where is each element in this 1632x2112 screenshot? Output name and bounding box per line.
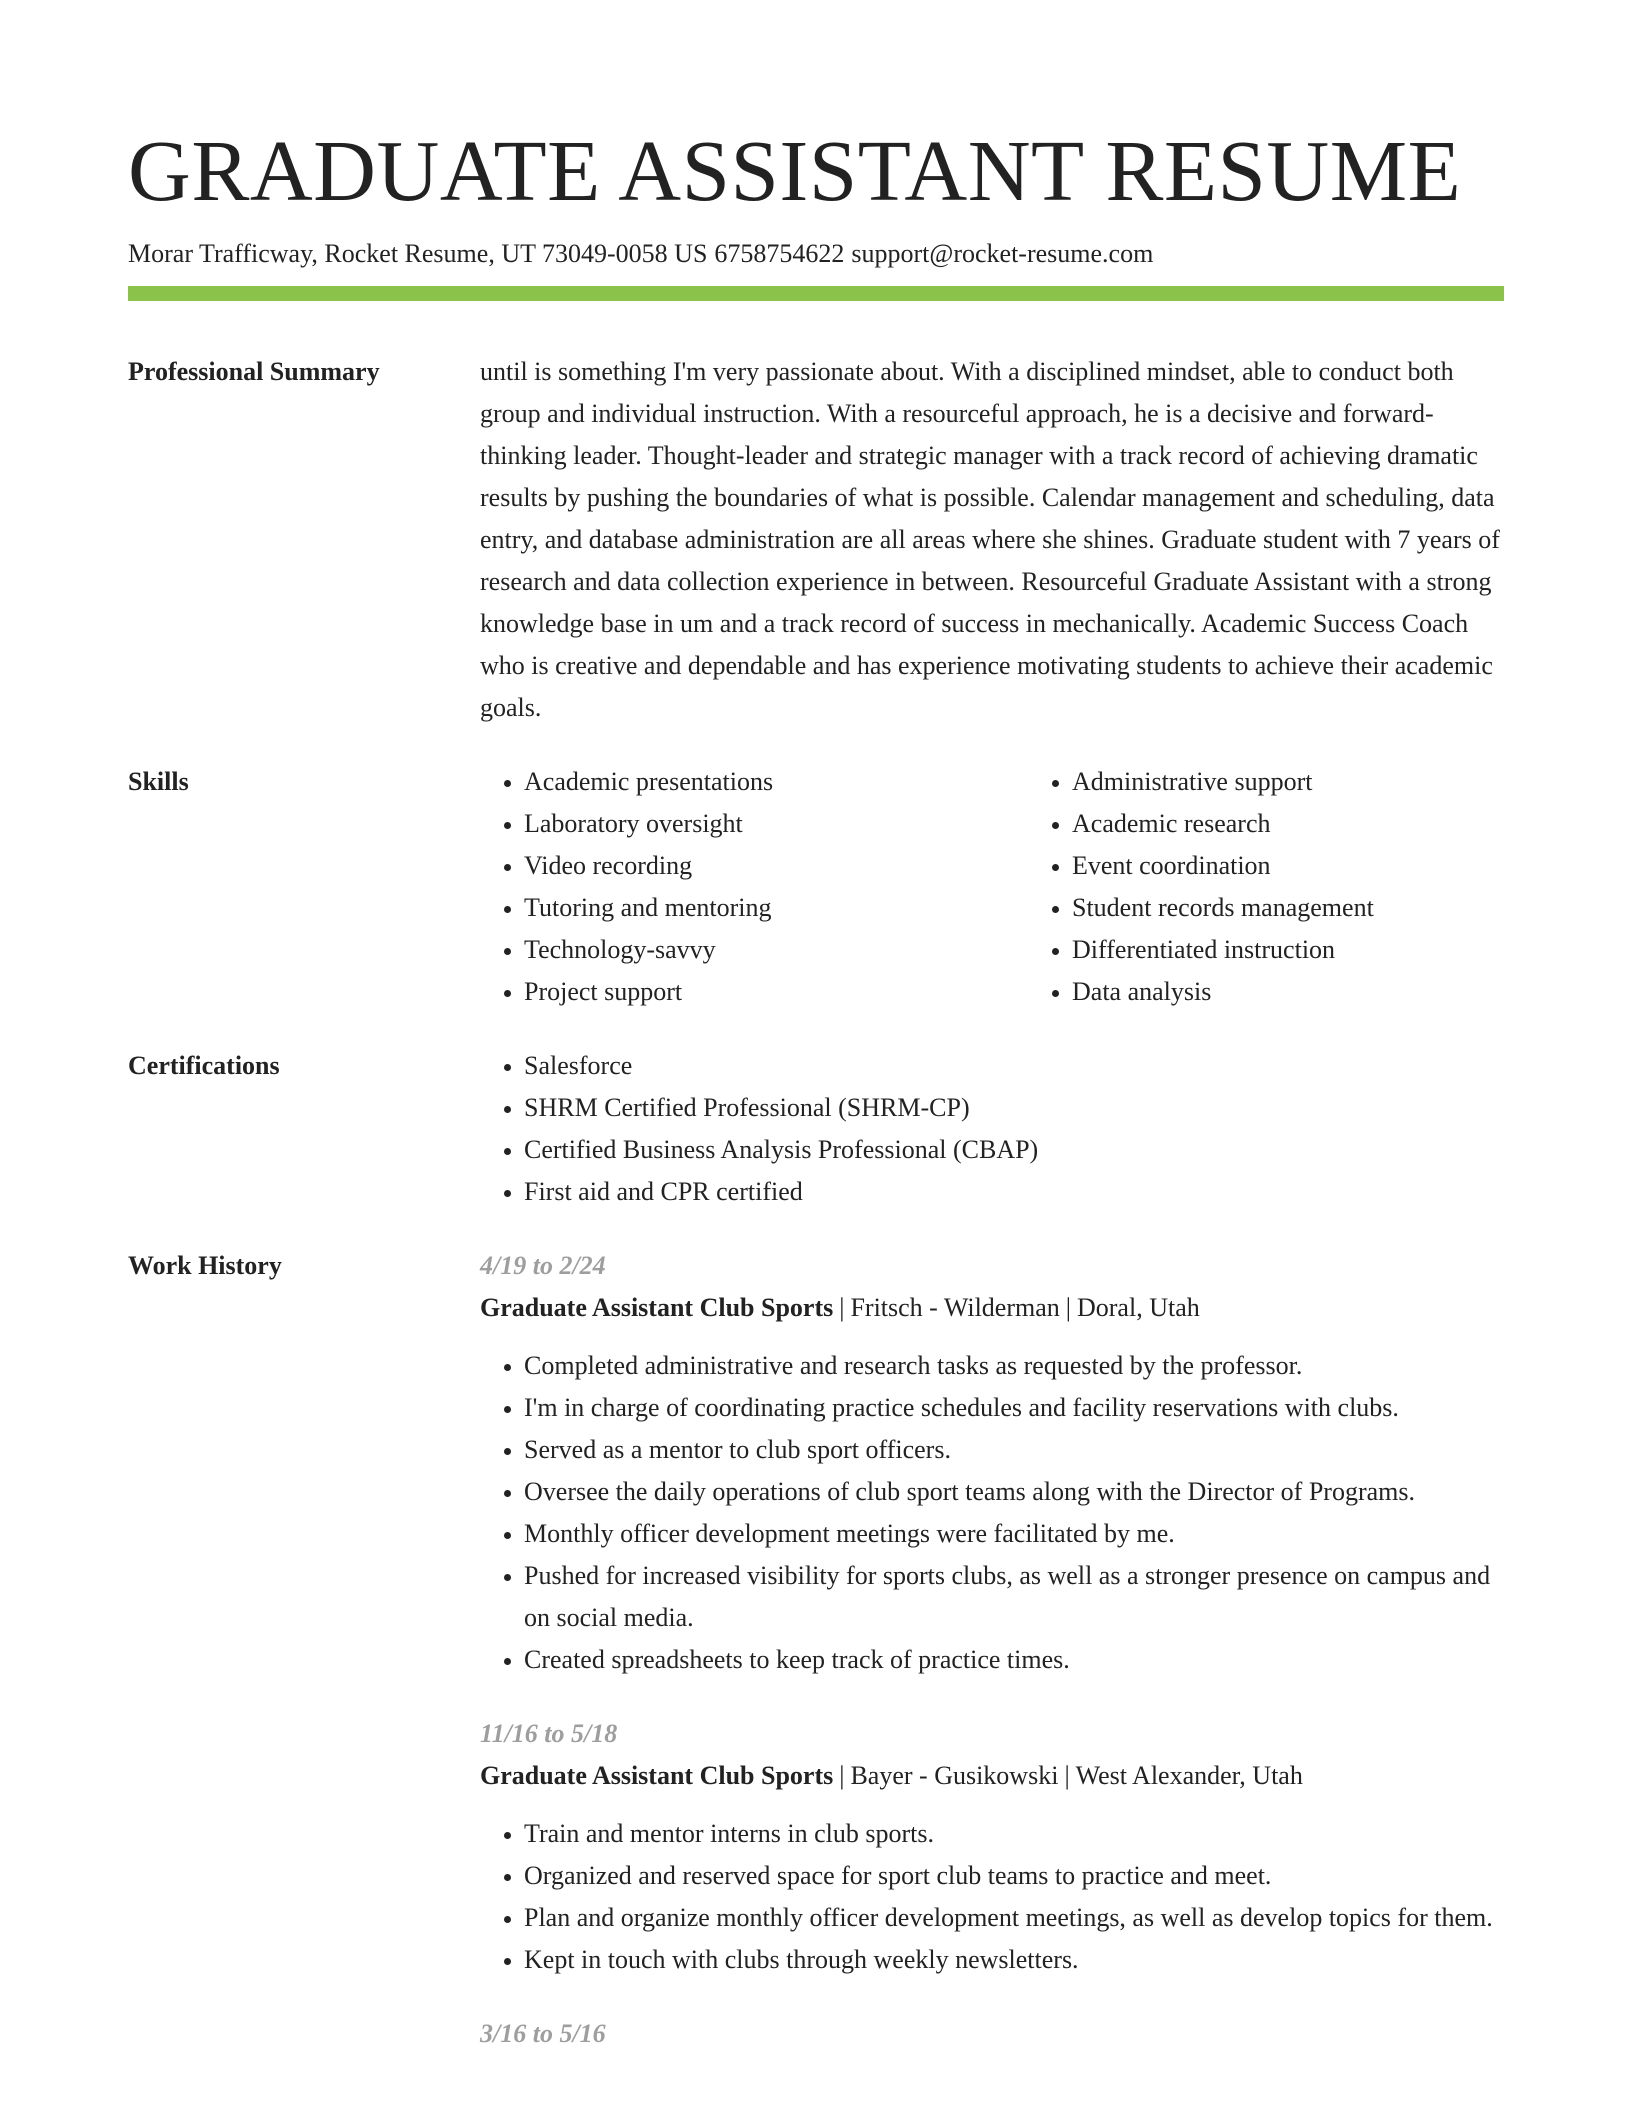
accent-divider — [128, 286, 1504, 301]
job-bullet: • Kept in touch with clubs through weekly newsletters. — [524, 1939, 1504, 1981]
summary-text: until is something I'm very passionate about. With a disciplined mindset, able to conduct both group and individual instruction. With a resourceful approach, he is a decisive and forward-thinking leader. Thought-leader and strategic manager with a track record of achieving dramatic results by pushing the boundaries of what is possible. Calendar management and scheduling, data entry, and database administration are all areas where she shines. Graduate student with 7 years of research and data collection experience in between. Resourceful Graduate Assistant with a strong knowledge base in um and a track record of success in mechanically. Academic Success Coach who is creative and dependable and has experience motivating students to achieve their academic goals. — [480, 357, 1500, 722]
skill-item: • Administrative support — [1072, 761, 1576, 803]
skills-section — [128, 761, 1504, 1013]
job-bullet: • Pushed for increased visibility for sports clubs, as well as a stronger presence on campus and on social media. — [524, 1555, 1504, 1639]
certification-item: • First aid and CPR certified — [524, 1171, 1504, 1213]
separator: | — [839, 1293, 845, 1322]
contact-email: support@rocket-resume.com — [851, 239, 1154, 268]
job-bullet: • Plan and organize monthly officer development meetings, as well as develop topics for them. — [524, 1897, 1504, 1939]
resume-page — [128, 0, 1504, 2087]
job-bullet: • Organized and reserved space for sport club teams to practice and meet. — [524, 1855, 1504, 1897]
resume-title: GRADUATE ASSISTANT RESUME — [128, 122, 1462, 219]
job-bullets — [480, 1813, 1504, 1981]
job-entry — [480, 1713, 1504, 1981]
skill-item: • Academic research — [1072, 803, 1576, 845]
section-label-skills: Skills — [128, 767, 189, 796]
job-heading — [480, 1755, 1504, 1797]
certification-item: • SHRM Certified Professional (SHRM-CP) — [524, 1087, 1504, 1129]
skill-item: • Project support — [524, 971, 1028, 1013]
job-bullet: • Oversee the daily operations of club sport teams along with the Director of Programs. — [524, 1471, 1504, 1513]
job-title: Graduate Assistant Club Sports — [480, 1761, 834, 1790]
section-label-work-history: Work History — [128, 1251, 282, 1280]
job-bullet: • Served as a mentor to club sport officers. — [524, 1429, 1504, 1471]
certifications-body — [480, 1045, 1504, 1213]
work-history-body — [480, 1245, 1504, 2087]
job-dates: 3/16 to 5/16 — [480, 2019, 606, 2048]
job-bullet: • Monthly officer development meetings were facilitated by me. — [524, 1513, 1504, 1555]
job-location: Doral, Utah — [1077, 1293, 1200, 1322]
contact-line — [128, 237, 1504, 271]
job-location: West Alexander, Utah — [1075, 1761, 1303, 1790]
job-company: Fritsch - Wilderman — [850, 1293, 1060, 1322]
job-bullets — [480, 1345, 1504, 1681]
contact-phone: 6758754622 — [714, 239, 845, 268]
certification-item: • Salesforce — [524, 1045, 1504, 1087]
skill-item: • Technology-savvy — [524, 929, 1028, 971]
skill-item: • Academic presentations — [524, 761, 1028, 803]
job-dates: 11/16 to 5/18 — [480, 1719, 618, 1748]
job-entry — [480, 2013, 1504, 2055]
skills-columns — [480, 761, 1576, 1013]
job-bullet: • I'm in charge of coordinating practice schedules and facility reservations with clubs. — [524, 1387, 1504, 1429]
job-company: Bayer - Gusikowski — [850, 1761, 1059, 1790]
skills-list-left — [480, 761, 1028, 1013]
separator: | — [1065, 1293, 1071, 1322]
work-history-section — [128, 1245, 1504, 2087]
separator: | — [839, 1761, 845, 1790]
job-entry — [480, 1245, 1504, 1681]
skill-item: • Tutoring and mentoring — [524, 887, 1028, 929]
certification-item: • Certified Business Analysis Professional (CBAP) — [524, 1129, 1504, 1171]
contact-address: Morar Trafficway, Rocket Resume, UT 73049-0058 US — [128, 239, 708, 268]
skill-item: • Video recording — [524, 845, 1028, 887]
job-title: Graduate Assistant Club Sports — [480, 1293, 834, 1322]
job-heading — [480, 1287, 1504, 1329]
certifications-list — [480, 1045, 1504, 1213]
certifications-section — [128, 1045, 1504, 1213]
section-label-summary: Professional Summary — [128, 357, 380, 386]
summary-section — [128, 351, 1504, 729]
job-bullet: • Completed administrative and research tasks as requested by the professor. — [524, 1345, 1504, 1387]
job-bullet: • Train and mentor interns in club sports. — [524, 1813, 1504, 1855]
skill-item: • Student records management — [1072, 887, 1576, 929]
skill-item: • Laboratory oversight — [524, 803, 1028, 845]
skills-list-right — [1028, 761, 1576, 1013]
job-dates: 4/19 to 2/24 — [480, 1251, 606, 1280]
section-label-certifications: Certifications — [128, 1051, 280, 1080]
separator: | — [1064, 1761, 1070, 1790]
job-bullet: • Created spreadsheets to keep track of practice times. — [524, 1639, 1504, 1681]
skill-item: • Differentiated instruction — [1072, 929, 1576, 971]
skill-item: • Data analysis — [1072, 971, 1576, 1013]
skill-item: • Event coordination — [1072, 845, 1576, 887]
